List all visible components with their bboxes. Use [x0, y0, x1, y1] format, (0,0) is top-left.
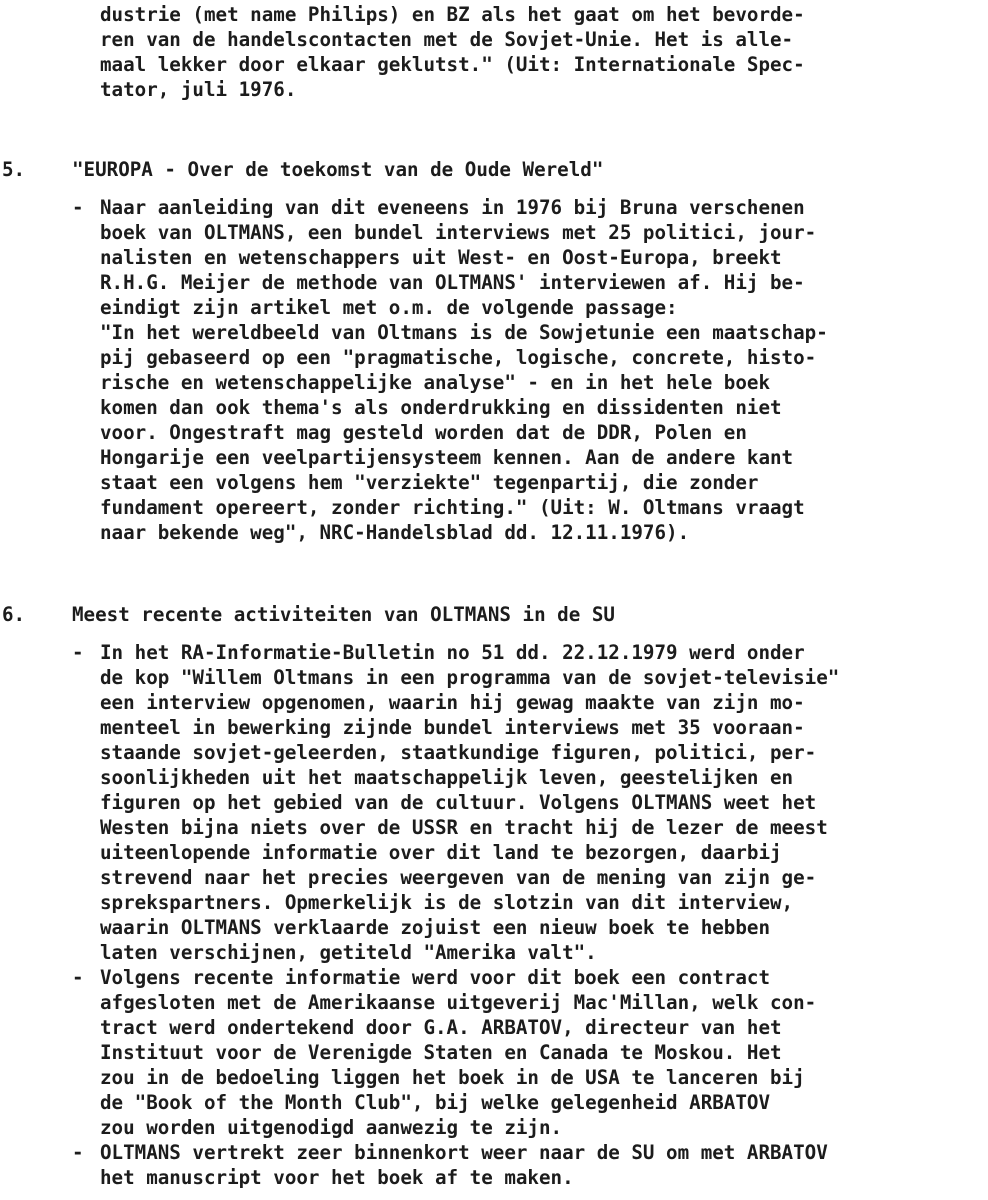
section-6-item1-line-1: In het RA-Informatie-Bulletin no 51 dd. 22.12.1979 werd onder: [100, 641, 805, 664]
section-5-line-11: Hongarije een veelpartijensysteem kennen. Aan de andere kant: [100, 446, 794, 469]
section-6-item2-line-6: de "Book of the Month Club", bij welke gelegenheid ARBATOV: [100, 1091, 771, 1114]
section-5-line-13: fundament opereert, zonder richting." (Uit: W. Oltmans vraagt: [100, 496, 805, 519]
section-5-line-6: "In het wereldbeeld van Oltmans is de Sowjetunie een maatschap-: [100, 321, 828, 344]
section-6-item2-line-3: tract werd ondertekend door G.A. ARBATOV, directeur van het: [100, 1016, 782, 1039]
section-6-item1-line-12: waarin OLTMANS verklaarde zojuist een nieuw boek te hebben: [100, 916, 771, 939]
section-5-line-12: staat een volgens hem "verziekte" tegenpartij, die zonder: [100, 471, 759, 494]
intro-line-1: dustrie (met name Philips) en BZ als het gaat om het bevorde-: [100, 3, 805, 26]
section-5-number: 5.: [2, 158, 26, 181]
intro-line-4: tator, juli 1976.: [100, 78, 297, 101]
section-6-item1-line-3: een interview opgenomen, waarin hij gewag maakte van zijn mo-: [100, 691, 805, 714]
section-6-item1-line-2: de kop "Willem Oltmans in een programma van de sovjet-televisie": [100, 666, 840, 689]
section-5-line-1: Naar aanleiding van dit eveneens in 1976 bij Bruna verschenen: [100, 196, 805, 219]
section-5-line-7: pij gebaseerd op een "pragmatische, logische, concrete, histo-: [100, 346, 817, 369]
section-5-line-4: R.H.G. Meijer de methode van OLTMANS' interviewen af. Hij be-: [100, 271, 805, 294]
section-6-title: Meest recente activiteiten van OLTMANS in de SU: [72, 603, 615, 626]
section-6-bullet-2: -: [72, 966, 96, 989]
section-6-item2-line-2: afgesloten met de Amerikaanse uitgeverij Mac'Millan, welk con-: [100, 991, 817, 1014]
section-6-item1-line-11: sprekspartners. Opmerkelijk is de slotzin van dit interview,: [100, 891, 794, 914]
section-6-item2-line-5: zou in de bedoeling liggen het boek in de USA te lanceren bij: [100, 1066, 805, 1089]
section-6-item1-line-7: figuren op het gebied van de cultuur. Volgens OLTMANS weet het: [100, 791, 817, 814]
section-6-item1-line-5: staande sovjet-geleerden, staatkundige figuren, politici, per-: [100, 741, 817, 764]
section-5-bullet: -: [72, 196, 96, 219]
section-6-item1-line-6: soonlijkheden uit het maatschappelijk leven, geestelijken en: [100, 766, 794, 789]
section-6-item1-line-8: Westen bijna niets over de USSR en tracht hij de lezer de meest: [100, 816, 828, 839]
section-6-item2-line-7: zou worden uitgenodigd aanwezig te zijn.: [100, 1116, 563, 1139]
section-6-item1-line-4: menteel in bewerking zijnde bundel interviews met 35 vooraan-: [100, 716, 805, 739]
section-6-number: 6.: [2, 603, 26, 626]
section-5-line-3: nalisten en wetenschappers uit West- en Oost-Europa, breekt: [100, 246, 782, 269]
section-5-line-9: komen dan ook thema's als onderdrukking en dissidenten niet: [100, 396, 782, 419]
section-6-item1-line-13: laten verschijnen, getiteld "Amerika valt".: [100, 941, 597, 964]
section-5-line-5: eindigt zijn artikel met o.m. de volgende passage:: [100, 296, 678, 319]
section-5-line-8: rische en wetenschappelijke analyse" - en in het hele boek: [100, 371, 771, 394]
intro-line-2: ren van de handelscontacten met de Sovjet-Unie. Het is alle-: [100, 28, 794, 51]
section-6-item2-line-1: Volgens recente informatie werd voor dit boek een contract: [100, 966, 771, 989]
section-6-bullet-1: -: [72, 641, 96, 664]
section-5-line-10: voor. Ongestraft mag gesteld worden dat de DDR, Polen en: [100, 421, 747, 444]
section-5-title: "EUROPA - Over de toekomst van de Oude Wereld": [72, 158, 604, 181]
section-6-item1-line-9: uiteenlopende informatie over dit land te bezorgen, daarbij: [100, 841, 782, 864]
intro-line-3: maal lekker door elkaar geklutst." (Uit: Internationale Spec-: [100, 53, 805, 76]
section-6-item3-line-1: OLTMANS vertrekt zeer binnenkort weer naar de SU om met ARBATOV: [100, 1141, 828, 1164]
section-6-item3-line-2: het manuscript voor het boek af te maken.: [100, 1166, 574, 1189]
section-5-line-14: naar bekende weg", NRC-Handelsblad dd. 12.11.1976).: [100, 521, 690, 544]
section-6-item2-line-4: Instituut voor de Verenigde Staten en Canada te Moskou. Het: [100, 1041, 782, 1064]
section-6-item1-line-10: strevend naar het precies weergeven van de mening van zijn ge-: [100, 866, 817, 889]
section-6-bullet-3: -: [72, 1141, 96, 1164]
section-5-line-2: boek van OLTMANS, een bundel interviews met 25 politici, jour-: [100, 221, 817, 244]
